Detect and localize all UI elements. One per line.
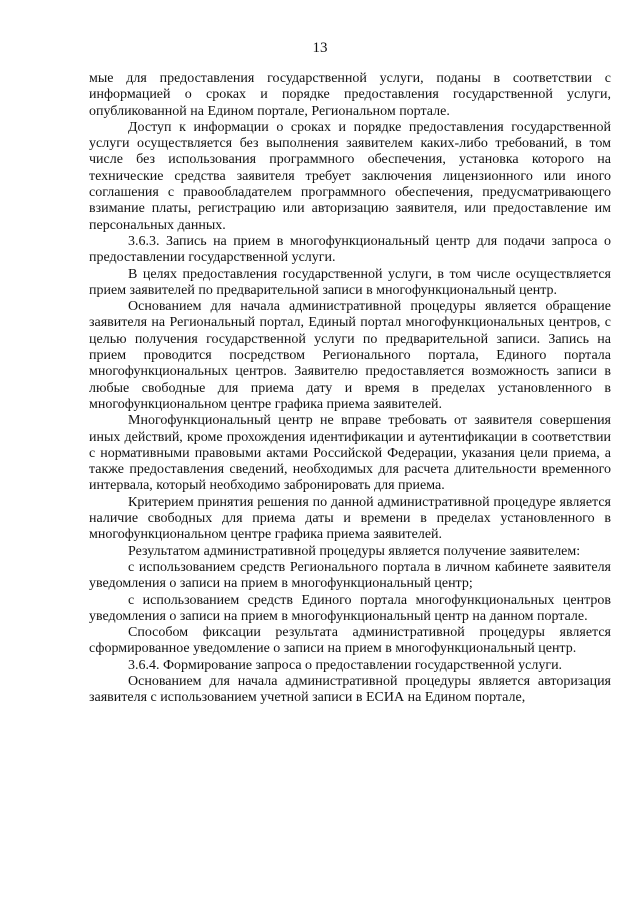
paragraph-fixation-method: Способом фиксации результата административной процедуры является сформированное уведомление о записи на прием в многофункциональный центр. [89, 625, 611, 657]
section-heading-3-6-3: 3.6.3. Запись на прием в многофункциональный центр для подачи запроса о предоставлении государственной услуги. [89, 233, 611, 266]
paragraph-result-regional-portal: с использованием средств Регионального портала в личном кабинете заявителя уведомления о записи на прием в многофункциональный центр; [89, 559, 611, 592]
section-heading-3-6-4: 3.6.4. Формирование запроса о предоставлении государственной услуги. [128, 657, 563, 673]
paragraph-result: Результатом административной процедуры является получение заявителем: [128, 543, 581, 559]
paragraph-mfc-restrictions: Многофункциональный центр не вправе требовать от заявителя совершения иных действий, кроме прохождения идентификации и аутентификации в соответствии с нормативными правовыми актами Российской Федерации, указания цели приема, а также предоставления сведений, необходимых для расчета длительности временного интервала, который необходимо забронировать для приема. [89, 413, 611, 494]
paragraph-request-basis: Основанием для начала административной процедуры является авторизация заявителя с использованием учетной записи в ЕСИА на Едином портале, [89, 673, 611, 706]
paragraph-prior-registration: В целях предоставления государственной услуги, в том числе осуществляется прием заявителей по предварительной записи в многофункциональный центр. [89, 266, 611, 298]
page-number: 13 [312, 40, 328, 56]
body-text [89, 71, 611, 707]
paragraph-access-info: Доступ к информации о сроках и порядке предоставления государственной услуги осуществляется без выполнения заявителем каких-либо требований, в том числе без использования программного обеспечения, установка которого на технические средства заявителя требует заключения лицензионного или иного соглашения с правообладателем программного обеспечения, предусматривающего взимание платы, регистрацию или авторизацию заявителя, или предоставление им персональных данных. [89, 119, 611, 233]
paragraph-result-unified-portal: с использованием средств Единого портала многофункциональных центров уведомления о записи на прием в многофункциональный центр на данном портале. [89, 592, 611, 624]
paragraph-continuation: мые для предоставления государственной услуги, поданы в соответствии с информацией о сроках и порядке предоставления государственной услуги, опубликованной на Едином портале, Региональном портале. [89, 71, 611, 119]
paragraph-decision-criterion: Критерием принятия решения по данной административной процедуре является наличие свободных для приема даты и времени в пределах установленного в многофункциональном центре графика приема заявителей. [89, 494, 611, 543]
paragraph-basis-for-procedure: Основанием для начала административной процедуры является обращение заявителя на Региональный портал, Единый портал многофункциональных центров, с целью получения государственной услуги по предварительной записи. Запись на прием проводится посредством Регионального портала, Единого портала многофункциональных центров. Заявителю предоставляется возможность записи в любые свободные для приема дату и время в пределах установленного в многофункциональном центре графика приема заявителей. [89, 299, 611, 412]
